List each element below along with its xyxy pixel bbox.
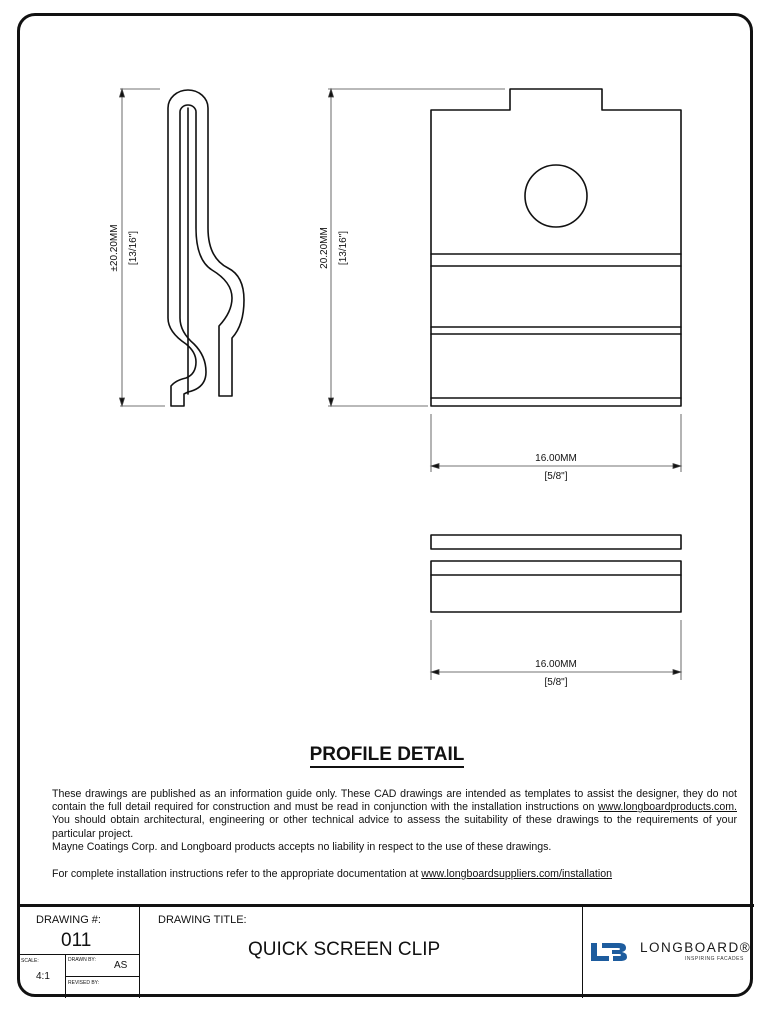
clip-hole [525,165,587,227]
front-width-in: [5/8"] [544,471,568,482]
title-block-drawn-rule [65,976,139,977]
drawing-title-label: DRAWING TITLE: [158,914,247,926]
drawn-by-label: DRAWN BY: [68,957,96,963]
drawn-by-value: AS [114,960,128,971]
title-block-divider-2 [582,906,583,998]
drawing-title: QUICK SCREEN CLIP [248,939,441,960]
brand-name: LONGBOARD® [640,940,752,955]
disclaimer-paragraph-1: These drawings are published as an information guide only. These CAD drawings are intended as templates to assist the designer, they do not contain the full detail required for construction and must be read in conjunction with the installation instructions on www.longboardproducts.com. You should obtain architectural, engineering or other technical advice to assess the suitability of these drawings to the requirements of your particular project. [52,788,737,840]
title-block-top-rule [18,904,754,907]
scale-value: 4:1 [36,971,50,982]
installation-link[interactable]: www.longboardsuppliers.com/installation [421,868,613,880]
top-width-mm: 16.00MM [535,659,577,670]
profile-detail-heading: PROFILE DETAIL [0,744,774,766]
front-height-mm: 20.20MM [319,227,330,269]
title-block-row-rule [18,954,139,955]
drawing-number-label: DRAWING #: [36,914,101,926]
scale-label: SCALE: [21,958,39,964]
clip-side-profile [168,90,244,406]
front-width-mm: 16.00MM [535,453,577,464]
top-width-in: [5/8"] [544,677,568,688]
installation-note: For complete installation instructions refer to the appropriate documentation at www.longboardsuppliers.com/installation [52,868,613,880]
clip-top-view-body [431,561,681,612]
clip-front-view [431,89,681,406]
title-block-divider-1 [139,906,140,998]
disclaimer-paragraph-2: Mayne Coatings Corp. and Longboard products accepts no liability in respect to the use of these drawings. [52,840,552,853]
front-height-in: [13/16"] [338,230,349,266]
revised-by-label: REVISED BY: [68,980,100,986]
clip-top-view-strip [431,535,681,549]
disclaimer [52,788,737,854]
brand-tagline: INSPIRING FACADES [685,956,744,962]
profile-height-in: [13/16"] [128,230,139,266]
profile-height-mm: ±20.20MM [109,224,120,272]
products-link[interactable]: www.longboardproducts.com. [598,801,737,814]
drawing-number: 011 [61,930,92,951]
